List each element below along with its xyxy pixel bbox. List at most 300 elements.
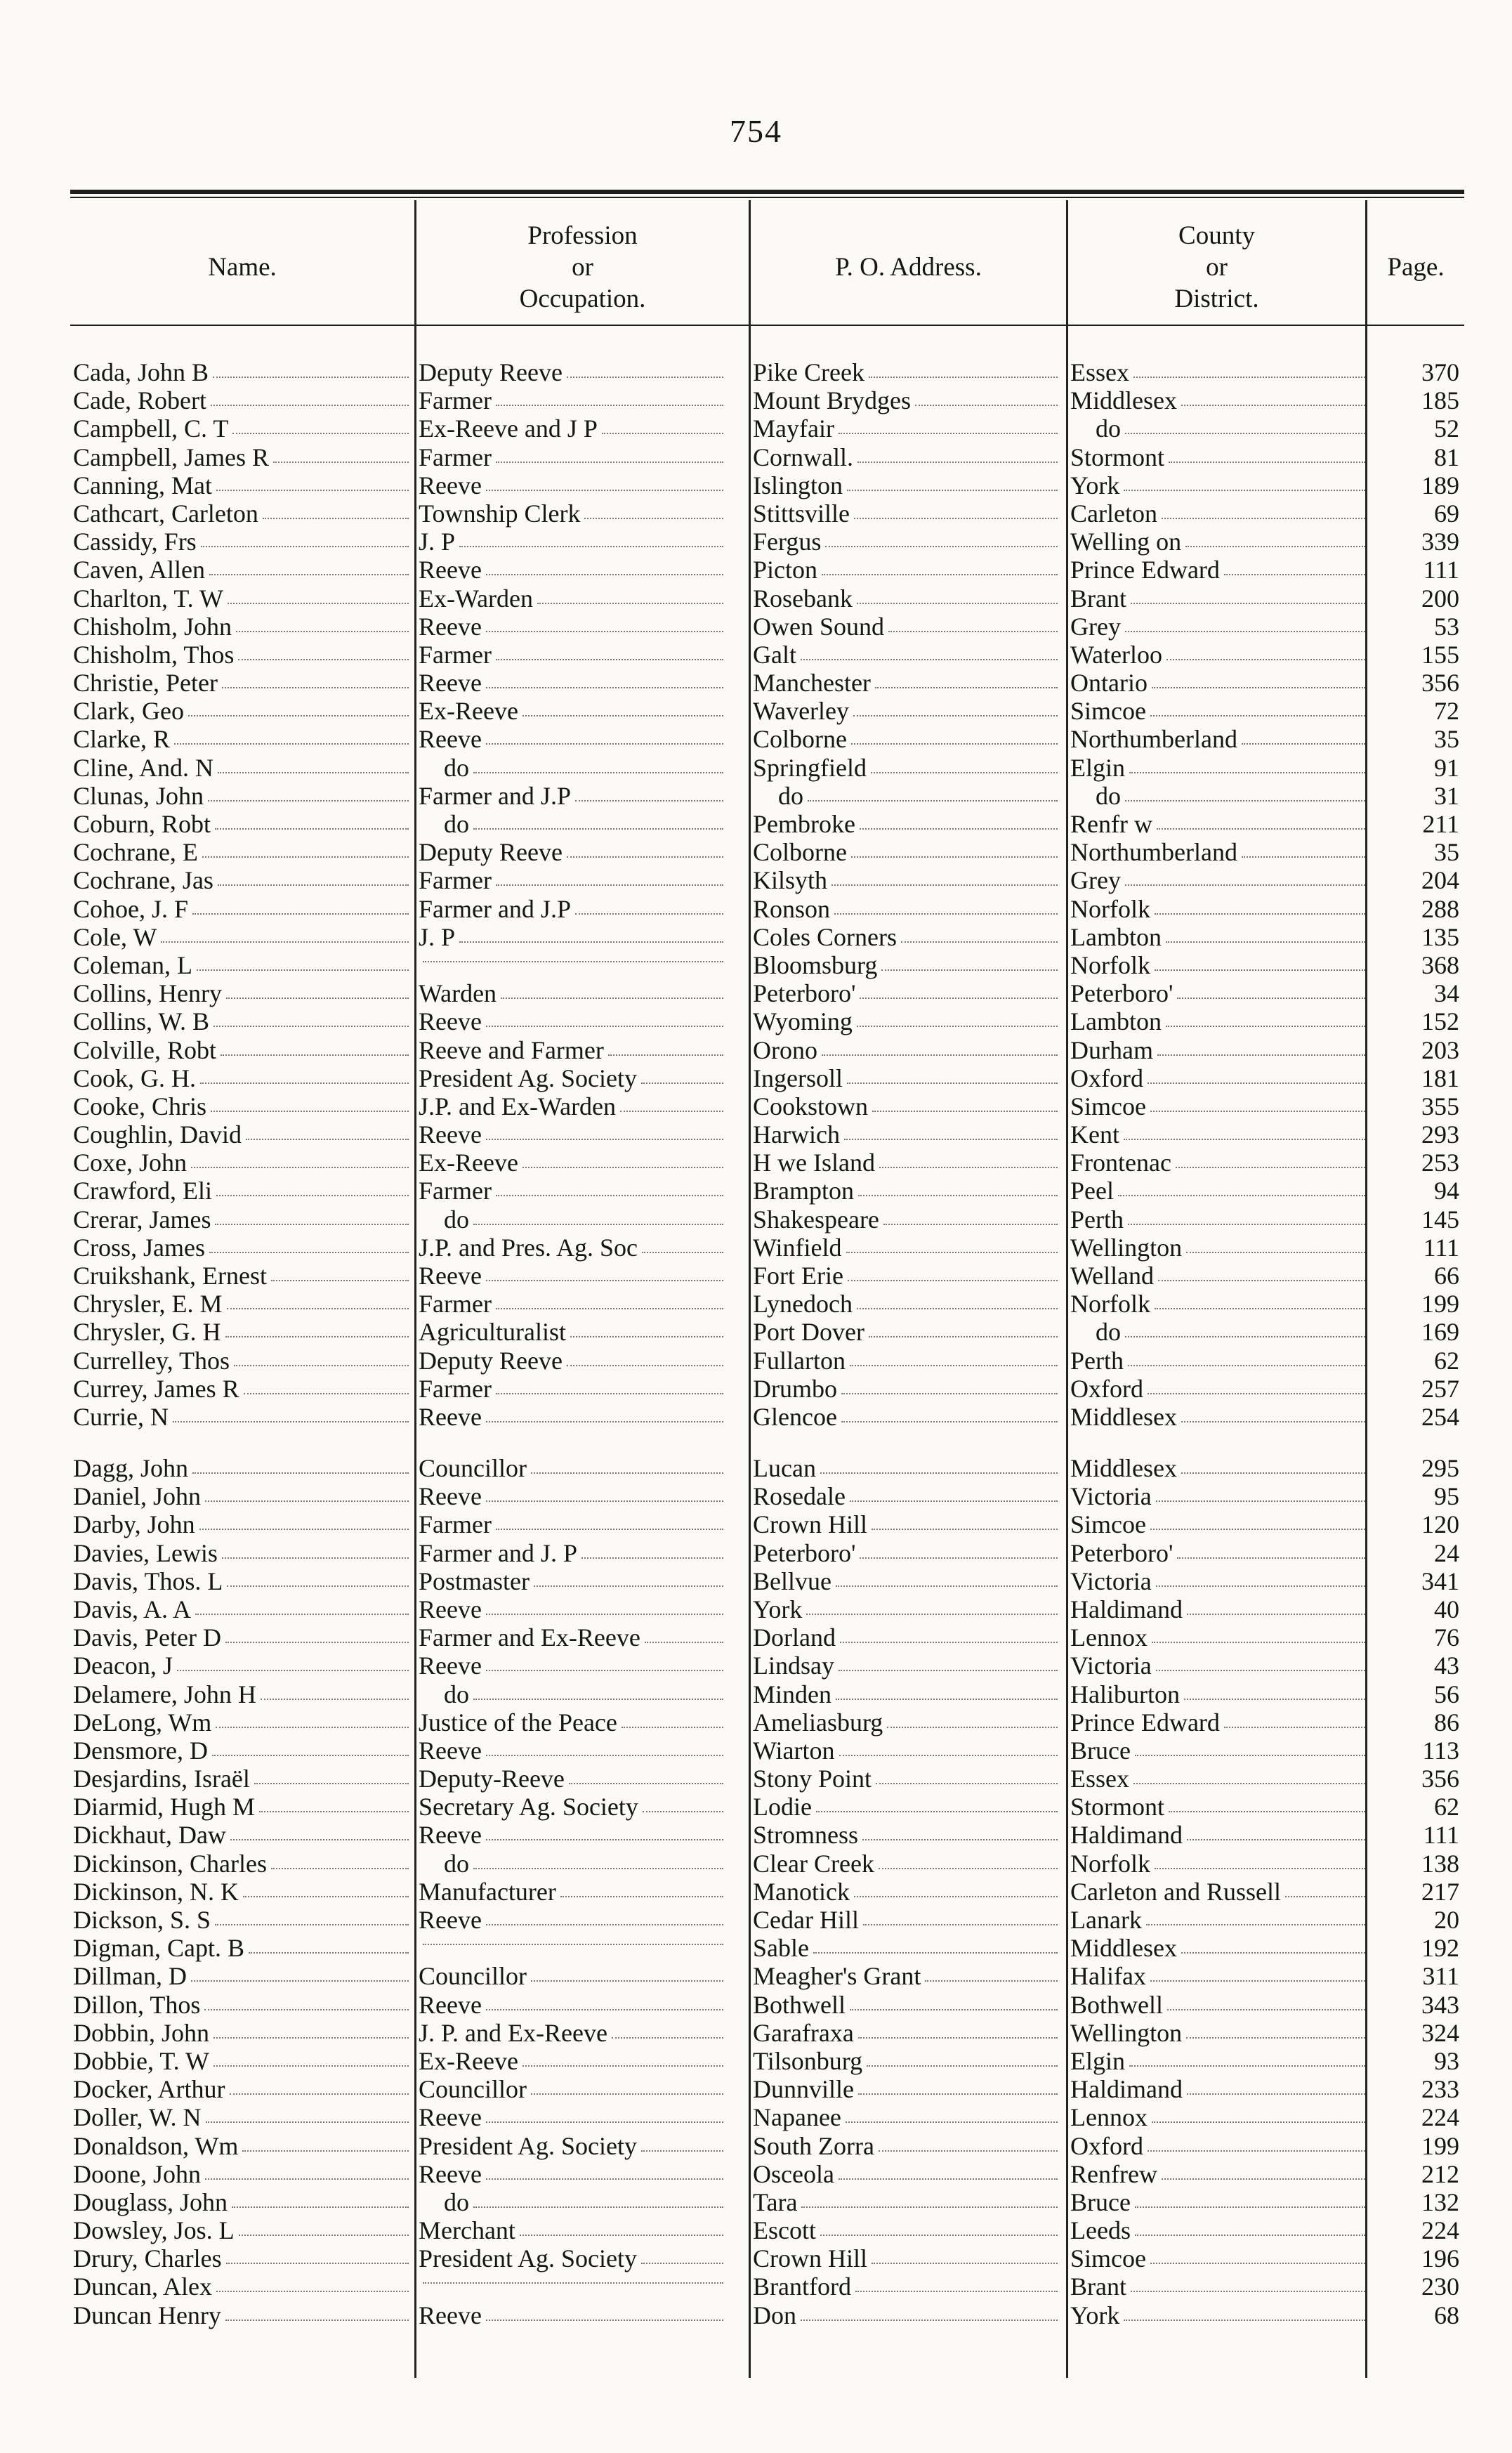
address-cell [753,1177,1058,1205]
dot-leader [871,772,1058,773]
dot-leader [1128,1365,1365,1366]
header-name-label: Name. [208,252,277,282]
dot-leader [1166,1026,1365,1027]
dot-leader [486,743,723,745]
dot-leader [243,1896,409,1897]
address-cell [753,754,1058,782]
dot-leader [273,462,409,463]
table-row [70,1403,1464,1431]
name-cell-text: Cooke, Chris [73,1092,207,1120]
profession-cell-text: J. P [419,528,456,556]
dot-leader [209,1252,409,1253]
table-row [70,1375,1464,1403]
dot-leader [212,1755,409,1756]
table-row [70,1205,1464,1234]
page-cell [1379,697,1459,725]
page-cell-text: 339 [1421,528,1459,556]
address-cell [753,1934,1058,1962]
profession-cell-text: Farmer [419,1510,492,1539]
page-cell-text: 356 [1421,669,1459,698]
dot-leader [846,2121,1058,2123]
table-row [70,2216,1464,2244]
page-cell-text: 72 [1434,697,1459,726]
name-cell [73,2301,409,2329]
profession-cell [419,697,723,725]
page-cell-text: 135 [1421,922,1459,951]
page-cell [1379,386,1459,414]
dot-leader [531,1472,723,1474]
name-cell [73,1403,409,1431]
dot-leader [1157,828,1365,830]
address-cell-text: Osceola [753,2159,834,2188]
page-cell-text: 35 [1434,838,1459,867]
county-cell-text: Perth [1070,1205,1124,1234]
name-cell [73,895,409,923]
name-cell-text: Cochrane, Jas [73,866,213,895]
profession-cell [419,1680,723,1708]
name-cell [73,2019,409,2047]
profession-cell [419,1510,723,1538]
profession-cell [419,414,723,443]
dot-leader [641,1082,723,1084]
name-cell-text: Clarke, R [73,725,170,754]
name-cell [73,697,409,725]
profession-cell-text: Farmer [419,640,492,669]
dot-leader [1152,2121,1365,2123]
profession-cell-text: Reeve and Farmer [419,1035,604,1064]
address-cell-text: Wiarton [753,1736,835,1765]
name-cell [73,866,409,894]
page-cell-text: 138 [1421,1849,1459,1878]
page-cell [1379,2244,1459,2272]
dot-leader [857,462,1058,463]
county-cell-text: Grey [1070,612,1121,641]
dot-leader [486,1139,723,1140]
page-cell [1379,2103,1459,2131]
county-cell-text: do [1096,414,1121,443]
name-cell-text: Densmore, D [73,1736,208,1765]
name-cell [73,1623,409,1651]
page-cell [1379,1205,1459,1234]
dot-leader [1157,1054,1365,1056]
dot-leader [847,490,1058,491]
dot-leader [1181,1421,1365,1422]
county-cell [1070,528,1365,556]
page-cell-text: 34 [1434,979,1459,1008]
dot-leader [213,2065,409,2067]
county-cell-text: Bruce [1070,1736,1131,1765]
dot-leader [1224,574,1365,575]
county-cell [1070,1793,1365,1821]
county-cell [1070,1821,1365,1849]
dot-leader [496,1529,723,1530]
address-cell-text: Crown Hill [753,2244,868,2273]
county-cell-text: do [1096,1318,1121,1347]
page-cell [1379,782,1459,810]
profession-cell [419,1651,723,1680]
name-cell-text: Currey, James R [73,1374,239,1403]
dot-leader [236,631,409,632]
dot-leader [222,1557,409,1559]
profession-cell-text: Deputy Reeve [419,358,563,386]
county-cell [1070,1736,1365,1765]
address-cell-text: Owen Sound [753,612,884,641]
profession-cell [419,2160,723,2188]
dot-leader [473,1699,723,1700]
address-cell [753,725,1058,753]
county-cell-text: Brant [1070,2272,1126,2301]
name-cell-text: Canning, Mat [73,471,212,499]
page-cell-text: 43 [1434,1651,1459,1680]
page-cell [1379,1793,1459,1821]
dot-leader [192,913,409,915]
dot-leader [841,1393,1058,1394]
name-cell-text: DeLong, Wm [73,1708,212,1736]
page-cell-text: 81 [1434,443,1459,471]
address-cell-text: Escott [753,2216,816,2245]
dot-leader [1124,1139,1365,1140]
dot-leader [825,546,1058,547]
page-cell-text: 196 [1421,2244,1459,2273]
county-cell-text: Norfolk [1070,1290,1150,1319]
table-row [70,725,1464,753]
county-cell-text: Victoria [1070,1566,1152,1595]
dot-leader [208,800,409,802]
address-cell-text: Ingersoll [753,1064,843,1092]
name-cell [73,1595,409,1623]
county-cell-text: Essex [1070,358,1129,386]
profession-cell [419,1962,723,1990]
page-cell [1379,499,1459,528]
name-cell [73,613,409,641]
county-cell-text: Elgin [1070,2046,1125,2075]
dot-leader [850,1365,1058,1366]
dot-leader [612,2037,723,2039]
dot-leader [1125,433,1365,434]
dot-leader [857,1308,1058,1309]
page-cell-text: 35 [1434,725,1459,754]
dot-leader [1125,884,1365,886]
page-cell [1379,1991,1459,2019]
address-cell-text: Lucan [753,1454,816,1482]
profession-cell [419,358,723,386]
page-cell [1379,1906,1459,1934]
county-cell-text: Norfolk [1070,894,1150,923]
page-cell-text: 181 [1421,1064,1459,1092]
table-row [70,443,1464,471]
address-cell [753,1007,1058,1035]
county-cell-text: Middlesex [1070,386,1177,415]
county-cell [1070,1708,1365,1736]
dot-leader [263,518,409,519]
dot-leader [858,2037,1058,2039]
dot-leader [801,2206,1058,2208]
page-cell-text: 24 [1434,1538,1459,1567]
name-cell-text: Cathcart, Carleton [73,499,258,528]
county-cell-text: Elgin [1070,753,1125,782]
page-cell [1379,556,1459,584]
page-cell [1379,2216,1459,2244]
name-cell-text: Deacon, J [73,1651,173,1680]
profession-cell [419,1595,723,1623]
profession-cell [419,471,723,499]
profession-cell [419,951,723,962]
profession-cell-text: Reeve [419,1906,482,1934]
name-cell-text: Cook, G. H. [73,1064,197,1092]
dot-leader [869,1336,1058,1337]
dot-leader [1150,2263,1365,2264]
table-row [70,613,1464,641]
table-row [70,1850,1464,1878]
profession-cell-text: Reeve [419,1482,482,1511]
profession-cell [419,1262,723,1290]
name-cell [73,1177,409,1205]
dot-leader [249,1952,409,1954]
county-cell [1070,2244,1365,2272]
name-cell-text: Campbell, James R [73,443,269,471]
page-cell [1379,725,1459,753]
county-cell-text: Waterloo [1070,640,1163,669]
name-cell [73,1318,409,1346]
dot-leader [1124,2320,1365,2321]
table-row [70,1651,1464,1680]
address-cell-text: Crown Hill [753,1510,868,1539]
dot-leader [531,1980,723,1982]
dot-leader [1135,2206,1365,2208]
dot-leader [1148,1082,1365,1084]
county-cell-text: Halifax [1070,1962,1146,1991]
profession-cell-text: Justice of the Peace [419,1708,617,1736]
address-cell [753,1793,1058,1821]
name-cell [73,1539,409,1567]
county-cell [1070,556,1365,584]
dot-leader [216,490,409,491]
profession-cell-text: Councillor [419,1454,527,1482]
name-cell [73,1991,409,2019]
table-row [70,1765,1464,1793]
name-cell [73,2188,409,2216]
dot-leader [1177,997,1365,999]
profession-cell [419,669,723,697]
page-cell-text: 111 [1423,556,1459,584]
page-cell-text: 76 [1434,1623,1459,1652]
address-cell [753,528,1058,556]
name-cell-text: Dickson, S. S [73,1906,211,1934]
name-cell-text: Davis, A. A [73,1595,192,1623]
dot-leader [848,1280,1058,1281]
name-cell-text: Diarmid, Hugh M [73,1793,255,1821]
address-cell [753,1454,1058,1482]
address-cell [753,2301,1058,2329]
county-cell-text: Carleton [1070,499,1157,528]
dot-leader [271,1280,409,1281]
address-cell-text: Pike Creek [753,358,865,386]
table-row [70,2188,1464,2216]
name-cell-text: Cline, And. N [73,753,214,782]
page-cell [1379,584,1459,613]
address-cell [753,1120,1058,1149]
address-cell [753,2132,1058,2160]
name-cell [73,1149,409,1177]
table-row [70,1567,1464,1595]
dot-leader [801,2320,1058,2321]
dot-leader [537,603,723,604]
table-row [70,1736,1464,1765]
county-cell [1070,754,1365,782]
page-cell-text: 192 [1421,1934,1459,1963]
profession-cell-text: do [444,2187,469,2216]
profession-cell-text: Reeve [419,612,482,641]
page-cell-text: 230 [1421,2272,1459,2301]
dot-leader [801,659,1058,660]
dot-leader [173,1421,409,1422]
county-cell-text: Haldimand [1070,1595,1183,1623]
dot-leader [867,2065,1058,2067]
page-cell [1379,810,1459,838]
name-cell-text: Doller, W. N [73,2103,202,2132]
name-cell [73,1934,409,1962]
county-cell [1070,1347,1365,1375]
table-row [70,754,1464,782]
page-cell [1379,1623,1459,1651]
profession-cell-text: President Ag. Society [419,2244,637,2273]
address-cell [753,1290,1058,1318]
dot-leader [883,1224,1058,1225]
address-cell-text: Drumbo [753,1374,837,1403]
page-cell-text: 169 [1421,1318,1459,1347]
dot-leader [1181,405,1365,406]
address-cell-text: Sable [753,1934,809,1963]
dot-leader [581,1557,723,1559]
page-cell [1379,1403,1459,1431]
dot-leader [1162,518,1365,519]
address-cell-text: Stittsville [753,499,850,528]
header-county [1068,214,1365,320]
dot-leader [839,1755,1058,1756]
address-cell [753,1906,1058,1934]
name-cell-text: Chisholm, Thos [73,640,235,669]
profession-cell [419,499,723,528]
address-cell [753,1850,1058,1878]
dot-leader [1148,2150,1365,2152]
profession-cell-text: Reeve [419,1120,482,1149]
page-cell-text: 111 [1423,1233,1459,1262]
page-cell [1379,1736,1459,1765]
dot-leader [854,1896,1058,1897]
page-cell [1379,613,1459,641]
county-cell-text: Kent [1070,1120,1119,1149]
name-cell-text: Coburn, Robt [73,810,211,838]
page-cell-text: 152 [1421,1007,1459,1036]
dot-leader [1150,715,1365,717]
county-cell [1070,2103,1365,2131]
dot-leader [1187,1839,1365,1840]
county-cell [1070,2188,1365,2216]
name-cell [73,2103,409,2131]
profession-cell [419,895,723,923]
profession-cell-text: Ex-Reeve [419,2046,518,2075]
dot-leader [855,2291,1058,2292]
dot-leader [218,884,409,886]
page-cell-text: 370 [1421,358,1459,386]
name-cell-text: Clark, Geo [73,697,184,726]
county-cell [1070,951,1365,979]
profession-cell [419,1318,723,1346]
dot-leader [496,405,723,406]
dot-leader [1150,1529,1365,1530]
dot-leader [486,631,723,632]
profession-cell-text: Farmer and J.P [419,781,571,810]
county-cell [1070,2047,1365,2075]
page-cell-text: 91 [1434,753,1459,782]
name-cell-text: Dickinson, N. K [73,1877,239,1906]
table-row [70,414,1464,443]
dot-leader [831,884,1058,886]
profession-cell [419,1205,723,1234]
address-cell [753,414,1058,443]
county-cell [1070,1177,1365,1205]
profession-cell [419,2244,723,2272]
county-cell [1070,2160,1365,2188]
address-cell [753,866,1058,894]
dot-leader [496,884,723,886]
address-cell [753,1036,1058,1064]
profession-cell [419,979,723,1007]
dot-leader [486,687,723,688]
page-cell-text: 199 [1421,2131,1459,2160]
county-cell-text: Welland [1070,1262,1155,1290]
name-cell-text: Davies, Lewis [73,1538,218,1567]
dot-leader [857,603,1058,604]
name-cell-text: Donaldson, Wm [73,2131,239,2160]
name-cell-text: Campbell, C. T [73,414,229,443]
page-cell-text: 53 [1434,612,1459,641]
dot-leader [225,1336,409,1337]
page-cell [1379,1510,1459,1538]
profession-cell [419,2019,723,2047]
dot-leader [1133,1783,1365,1784]
name-cell-text: Coughlin, David [73,1120,242,1149]
dot-leader [851,856,1058,858]
county-cell-text: Middlesex [1070,1402,1177,1431]
table-row [70,895,1464,923]
dot-leader [200,1082,409,1084]
county-cell-text: York [1070,2301,1120,2329]
address-cell-text: Islington [753,471,843,499]
county-cell-text: Welling on [1070,528,1182,556]
address-cell-text: South Zorra [753,2131,874,2160]
county-cell [1070,2132,1365,2160]
dot-leader [1118,1195,1365,1196]
profession-cell-text: J. P [419,922,456,951]
name-cell [73,414,409,443]
name-cell [73,1850,409,1878]
profession-cell-text: Farmer [419,1290,492,1319]
page-cell [1379,1149,1459,1177]
dot-leader [486,1839,723,1840]
name-cell [73,2272,409,2301]
address-cell [753,1510,1058,1538]
name-cell-text: Darby, John [73,1510,195,1539]
page-cell-text: 56 [1434,1680,1459,1708]
name-cell-text: Duncan Henry [73,2301,221,2329]
table-row [70,1878,1464,1906]
address-cell [753,1234,1058,1262]
page-cell [1379,1007,1459,1035]
profession-cell-text: Councillor [419,1962,527,1991]
name-cell-text: Chrysler, E. M [73,1290,223,1319]
name-cell-text: Dobbin, John [73,2018,210,2047]
